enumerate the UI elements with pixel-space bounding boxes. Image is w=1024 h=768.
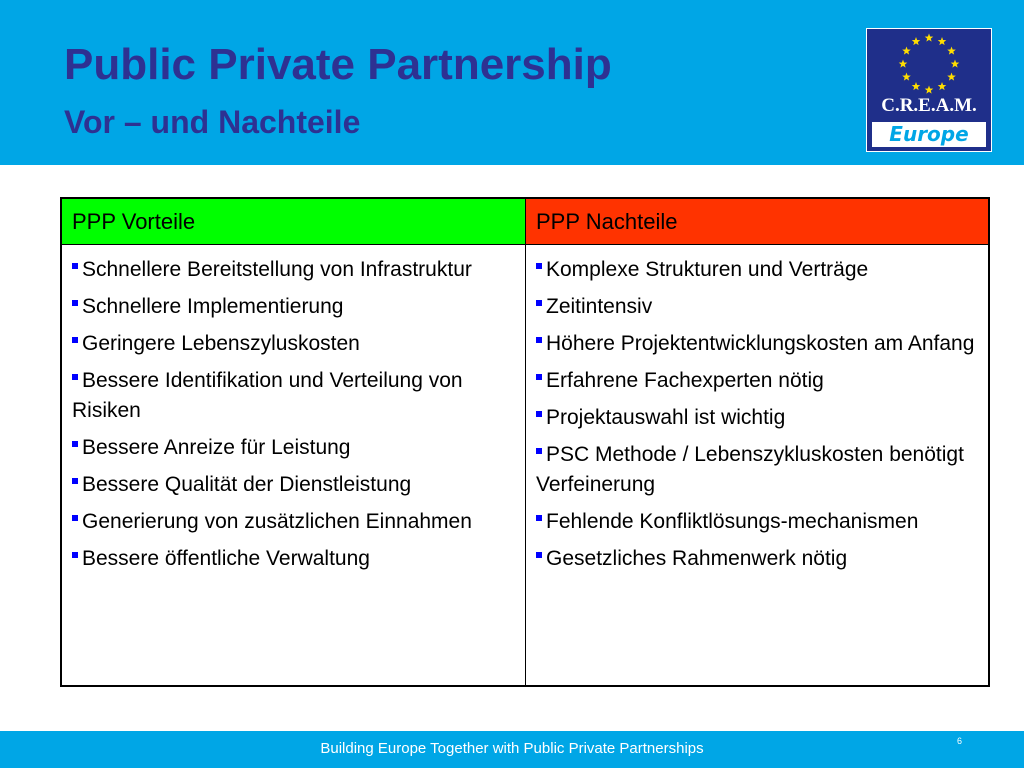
bullet-icon	[72, 552, 78, 558]
bullet-icon	[72, 478, 78, 484]
pros-cons-table	[60, 197, 990, 687]
star-icon	[902, 73, 911, 81]
slide-subtitle: Vor – und Nachteile	[64, 104, 361, 140]
star-icon	[938, 82, 947, 90]
star-icon	[951, 60, 960, 68]
bullet-icon	[72, 515, 78, 521]
slide-title: Public Private Partnership	[64, 40, 612, 89]
star-icon	[902, 47, 911, 55]
bullet-icon	[536, 263, 542, 269]
cons-header: PPP Nachteile	[526, 199, 988, 245]
bullet-icon	[536, 448, 542, 454]
star-icon	[912, 37, 921, 45]
star-icon	[938, 37, 947, 45]
bullet-icon	[536, 515, 542, 521]
logo-organization: C.R.E.A.M.	[881, 95, 977, 116]
star-icon	[947, 73, 956, 81]
cream-europe-logo	[866, 28, 992, 152]
list-item: Zeitintensiv	[536, 292, 980, 322]
list-item: Bessere Identifikation und Verteilung von Risiken	[72, 369, 463, 422]
list-item: Erfahrene Fachexperten nötig	[536, 366, 980, 396]
list-item: Schnellere Implementierung	[72, 292, 517, 322]
list-item: Generierung von zusätzlichen Einnahmen	[72, 507, 517, 537]
star-icon	[925, 86, 934, 94]
pros-column	[62, 199, 526, 685]
slide-footer	[0, 731, 1024, 768]
list-item: Schnellere Bereitstellung von Infrastruktur	[72, 255, 517, 285]
list-item: Projektauswahl ist wichtig	[536, 403, 980, 433]
star-icon	[947, 47, 956, 55]
bullet-icon	[536, 374, 542, 380]
list-item: Fehlende Konfliktlösungs-mechanismen	[536, 507, 980, 537]
logo-subtitle: Europe	[872, 122, 986, 147]
list-item: Bessere Anreize für Leistung	[72, 433, 517, 463]
bullet-icon	[72, 441, 78, 447]
page-number: 6	[957, 736, 963, 746]
list-item: Komplexe Strukturen und Verträge	[536, 255, 980, 285]
list-item: Geringere Lebenszyluskosten	[72, 329, 517, 359]
bullet-icon	[72, 337, 78, 343]
cons-column	[526, 199, 988, 685]
eu-stars-icon	[867, 29, 991, 99]
cons-list	[526, 245, 988, 574]
bullet-icon	[536, 411, 542, 417]
list-item: Höhere Projektentwicklungskosten am Anfang	[536, 329, 980, 359]
bullet-icon	[72, 263, 78, 269]
bullet-icon	[72, 374, 78, 380]
star-icon	[925, 34, 934, 42]
star-icon	[899, 60, 908, 68]
list-item: Bessere Qualität der Dienstleistung	[72, 470, 517, 500]
slide-header	[0, 0, 1024, 165]
bullet-icon	[72, 300, 78, 306]
list-item: Bessere öffentliche Verwaltung	[72, 544, 517, 574]
bullet-icon	[536, 337, 542, 343]
star-icon	[912, 82, 921, 90]
bullet-icon	[536, 552, 542, 558]
footer-text: Building Europe Together with Public Private Partnerships	[320, 740, 704, 757]
pros-header: PPP Vorteile	[62, 199, 525, 245]
list-item: PSC Methode / Lebenszykluskosten benötigt Verfeinerung	[536, 443, 964, 496]
list-item: Gesetzliches Rahmenwerk nötig	[536, 544, 980, 574]
pros-list	[62, 245, 525, 574]
bullet-icon	[536, 300, 542, 306]
